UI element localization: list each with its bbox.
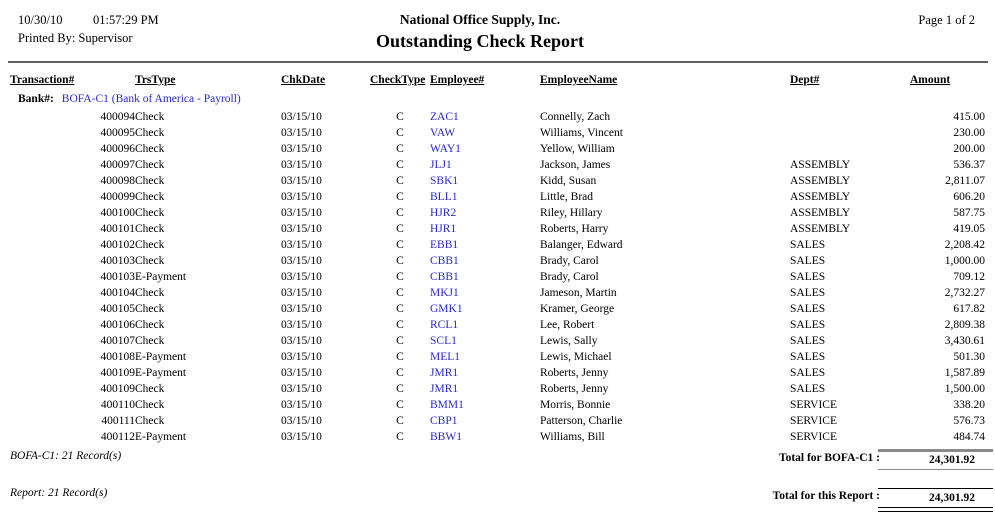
col-header-employee-num: Employee# — [430, 74, 485, 86]
cell-amount: 230.00 — [953, 127, 985, 139]
cell-dept: ASSEMBLY — [790, 223, 851, 235]
bank-link[interactable]: BOFA-C1 (Bank of America - Payroll) — [61, 93, 241, 105]
cell-employee-name: Roberts, Harry — [540, 223, 609, 235]
employee-num-link[interactable]: CBB1 — [430, 255, 459, 267]
cell-chkdate: 03/15/10 — [281, 127, 322, 139]
cell-checktype: C — [396, 351, 404, 363]
cell-dept: SALES — [790, 383, 826, 395]
cell-transaction: 400109 — [100, 383, 135, 395]
cell-employee-name: Riley, Hillary — [540, 207, 603, 219]
employee-num-link[interactable]: BBW1 — [430, 431, 462, 443]
cell-employee-name: Lewis, Michael — [540, 351, 612, 363]
cell-amount: 2,208.42 — [944, 239, 985, 251]
table-row — [10, 334, 985, 350]
cell-amount: 2,732.27 — [944, 287, 985, 299]
cell-checktype: C — [396, 127, 404, 139]
table-row — [10, 350, 985, 366]
report-total-amount: 24,301.92 — [929, 492, 975, 504]
double-rule — [878, 507, 993, 512]
report-header-center — [275, 12, 685, 52]
cell-trstype: Check — [135, 191, 165, 203]
cell-trstype: Check — [135, 223, 165, 235]
cell-transaction: 400104 — [100, 287, 135, 299]
bank-record-count: BOFA-C1: 21 Record(s) — [10, 450, 122, 462]
cell-dept: SALES — [790, 239, 826, 251]
cell-checktype: C — [396, 431, 404, 443]
cell-trstype: Check — [135, 415, 165, 427]
cell-amount: 1,500.00 — [944, 383, 985, 395]
cell-trstype: Check — [135, 239, 165, 251]
cell-checktype: C — [396, 255, 404, 267]
table-row — [10, 190, 985, 206]
cell-transaction: 400095 — [100, 127, 135, 139]
col-header-transaction: Transaction# — [10, 74, 75, 86]
cell-transaction: 400108 — [100, 351, 135, 363]
cell-chkdate: 03/15/10 — [281, 239, 322, 251]
table-row — [10, 270, 985, 286]
cell-dept: ASSEMBLY — [790, 207, 851, 219]
cell-trstype: Check — [135, 207, 165, 219]
cell-checktype: C — [396, 191, 404, 203]
cell-trstype: E-Payment — [135, 367, 187, 379]
cell-dept: SALES — [790, 367, 826, 379]
cell-chkdate: 03/15/10 — [281, 399, 322, 411]
cell-employee-name: Williams, Vincent — [540, 127, 623, 139]
cell-amount: 587.75 — [953, 207, 985, 219]
column-header-row — [10, 73, 985, 92]
cell-checktype: C — [396, 335, 404, 347]
employee-num-link[interactable]: JMR1 — [430, 383, 459, 395]
header-divider — [8, 61, 988, 63]
employee-num-link[interactable]: CBP1 — [430, 415, 458, 427]
cell-trstype: Check — [135, 127, 165, 139]
cell-amount: 617.82 — [953, 303, 985, 315]
employee-num-link[interactable]: BMM1 — [430, 399, 464, 411]
table-row — [10, 206, 985, 222]
cell-trstype: Check — [135, 143, 165, 155]
table-row — [10, 158, 985, 174]
col-header-amount: Amount — [910, 74, 951, 86]
table-row — [10, 174, 985, 190]
bank-total-amount: 24,301.92 — [929, 454, 975, 466]
cell-checktype: C — [396, 143, 404, 155]
cell-transaction: 400103 — [100, 255, 135, 267]
cell-transaction: 400102 — [100, 239, 135, 251]
cell-dept — [790, 126, 910, 142]
cell-employee-name: Patterson, Charlie — [540, 415, 623, 427]
cell-dept: SERVICE — [790, 399, 837, 411]
cell-chkdate: 03/15/10 — [281, 207, 322, 219]
cell-trstype: Check — [135, 159, 165, 171]
print-date: 10/30/10 — [18, 13, 63, 27]
cell-dept: ASSEMBLY — [790, 191, 851, 203]
cell-dept: SALES — [790, 351, 826, 363]
cell-amount: 501.30 — [953, 351, 985, 363]
employee-num-link[interactable]: VAW — [430, 127, 456, 139]
cell-checktype: C — [396, 287, 404, 299]
cell-trstype: Check — [135, 335, 165, 347]
cell-amount: 484.74 — [953, 431, 985, 443]
cell-chkdate: 03/15/10 — [281, 351, 322, 363]
cell-employee-name: Morris, Bonnie — [540, 399, 611, 411]
cell-trstype: Check — [135, 175, 165, 187]
cell-employee-name: Kramer, George — [540, 303, 615, 315]
cell-employee-name: Kidd, Susan — [540, 175, 597, 187]
cell-employee-name: Brady, Carol — [540, 271, 599, 283]
company-name: National Office Supply, Inc. — [399, 12, 561, 27]
cell-checktype: C — [396, 111, 404, 123]
cell-transaction: 400109 — [100, 367, 135, 379]
employee-num-link[interactable]: ZAC1 — [430, 111, 459, 123]
report-total-amount-box — [878, 488, 993, 512]
table-row — [10, 366, 985, 382]
cell-chkdate: 03/15/10 — [281, 191, 322, 203]
cell-employee-name: Yellow, William — [540, 143, 615, 155]
cell-employee-name: Balanger, Edward — [540, 239, 623, 251]
cell-chkdate: 03/15/10 — [281, 271, 322, 283]
bank-label: Bank#: — [18, 93, 54, 105]
cell-transaction: 400112 — [100, 431, 135, 443]
cell-employee-name: Lewis, Sally — [540, 335, 598, 347]
cell-dept: SALES — [790, 271, 826, 283]
cell-dept: ASSEMBLY — [790, 175, 851, 187]
cell-chkdate: 03/15/10 — [281, 111, 322, 123]
cell-amount: 2,809.38 — [944, 319, 985, 331]
employee-num-link[interactable]: EBB1 — [430, 239, 459, 251]
table-row — [10, 398, 985, 414]
cell-trstype: E-Payment — [135, 431, 187, 443]
cell-dept: SALES — [790, 303, 826, 315]
cell-amount: 338.20 — [953, 399, 985, 411]
cell-transaction: 400105 — [100, 303, 135, 315]
cell-employee-name: Connelly, Zach — [540, 111, 611, 123]
table-row — [10, 414, 985, 430]
cell-chkdate: 03/15/10 — [281, 143, 322, 155]
check-table — [10, 73, 985, 446]
bank-total-amount-box — [878, 449, 993, 470]
cell-chkdate: 03/15/10 — [281, 287, 322, 299]
cell-checktype: C — [396, 383, 404, 395]
cell-chkdate: 03/15/10 — [281, 431, 322, 443]
print-time: 01:57:29 PM — [93, 13, 159, 27]
cell-employee-name: Jackson, James — [540, 159, 611, 171]
cell-dept: SERVICE — [790, 415, 837, 427]
cell-employee-name: Roberts, Jenny — [540, 367, 609, 379]
employee-num-link[interactable]: RCL1 — [430, 319, 459, 331]
col-header-chkdate: ChkDate — [281, 74, 326, 86]
cell-trstype: Check — [135, 399, 165, 411]
employee-num-link[interactable]: JMR1 — [430, 367, 459, 379]
cell-dept: SALES — [790, 255, 826, 267]
printed-by-value: Supervisor — [78, 31, 133, 45]
table-row — [10, 430, 985, 446]
table-row — [10, 110, 985, 126]
cell-amount: 1,000.00 — [944, 255, 985, 267]
employee-num-link[interactable]: MEL1 — [430, 351, 461, 363]
col-header-trstype: TrsType — [135, 74, 176, 86]
cell-chkdate: 03/15/10 — [281, 175, 322, 187]
cell-checktype: C — [396, 207, 404, 219]
cell-trstype: Check — [135, 255, 165, 267]
report-record-count: Report: 21 Record(s) — [10, 487, 108, 499]
cell-transaction: 400098 — [100, 175, 135, 187]
cell-employee-name: Jameson, Martin — [540, 287, 617, 299]
table-row — [10, 238, 985, 254]
cell-transaction: 400101 — [100, 223, 135, 235]
employee-num-link[interactable]: JLJ1 — [430, 159, 452, 171]
cell-employee-name: Williams, Bill — [540, 431, 605, 443]
cell-employee-name: Roberts, Jenny — [540, 383, 609, 395]
cell-dept — [790, 110, 910, 126]
cell-amount: 200.00 — [953, 143, 985, 155]
cell-amount: 3,430.61 — [944, 335, 985, 347]
cell-amount: 606.20 — [953, 191, 985, 203]
employee-num-link[interactable]: MKJ1 — [430, 287, 459, 299]
cell-transaction: 400100 — [100, 207, 135, 219]
cell-checktype: C — [396, 415, 404, 427]
cell-trstype: E-Payment — [135, 351, 187, 363]
cell-employee-name: Lee, Robert — [540, 319, 595, 331]
report-total-label: Total for this Report : — [772, 490, 880, 502]
page-indicator: Page 1 of 2 — [918, 13, 975, 27]
cell-chkdate: 03/15/10 — [281, 255, 322, 267]
cell-dept: SALES — [790, 287, 826, 299]
cell-checktype: C — [396, 159, 404, 171]
table-row — [10, 302, 985, 318]
table-row — [10, 222, 985, 238]
cell-dept — [790, 142, 910, 158]
employee-num-link[interactable]: SBK1 — [430, 175, 459, 187]
cell-transaction: 400110 — [100, 399, 135, 411]
cell-amount: 2,811.07 — [945, 175, 985, 187]
employee-num-link[interactable]: SCL1 — [430, 335, 457, 347]
cell-checktype: C — [396, 303, 404, 315]
col-header-dept: Dept# — [790, 74, 820, 86]
report-title: Outstanding Check Report — [375, 31, 585, 51]
cell-chkdate: 03/15/10 — [281, 415, 322, 427]
cell-dept: SALES — [790, 335, 826, 347]
cell-chkdate: 03/15/10 — [281, 319, 322, 331]
cell-transaction: 400103 — [100, 271, 135, 283]
cell-checktype: C — [396, 223, 404, 235]
cell-employee-name: Brady, Carol — [540, 255, 599, 267]
cell-chkdate: 03/15/10 — [281, 159, 322, 171]
cell-chkdate: 03/15/10 — [281, 335, 322, 347]
col-header-checktype: CheckType — [370, 74, 426, 86]
employee-num-link[interactable]: BLL1 — [430, 191, 458, 203]
cell-transaction: 400106 — [100, 319, 135, 331]
cell-transaction: 400099 — [100, 191, 135, 203]
table-row — [10, 286, 985, 302]
cell-trstype: Check — [135, 383, 165, 395]
cell-trstype: Check — [135, 287, 165, 299]
employee-num-link[interactable]: CBB1 — [430, 271, 459, 283]
employee-num-link[interactable]: HJR1 — [430, 223, 457, 235]
cell-dept: SALES — [790, 319, 826, 331]
cell-chkdate: 03/15/10 — [281, 223, 322, 235]
table-row — [10, 126, 985, 142]
table-row — [10, 254, 985, 270]
bank-group-row — [10, 92, 985, 110]
cell-trstype: E-Payment — [135, 271, 187, 283]
cell-transaction: 400096 — [100, 143, 135, 155]
cell-trstype: Check — [135, 111, 165, 123]
cell-amount: 536.37 — [953, 159, 985, 171]
cell-checktype: C — [396, 271, 404, 283]
cell-trstype: Check — [135, 303, 165, 315]
cell-amount: 1,587.89 — [944, 367, 985, 379]
cell-checktype: C — [396, 319, 404, 331]
cell-dept: ASSEMBLY — [790, 159, 851, 171]
table-row — [10, 318, 985, 334]
cell-trstype: Check — [135, 319, 165, 331]
cell-checktype: C — [396, 175, 404, 187]
cell-transaction: 400097 — [100, 159, 135, 171]
cell-chkdate: 03/15/10 — [281, 367, 322, 379]
cell-transaction: 400107 — [100, 335, 135, 347]
cell-dept: SERVICE — [790, 431, 837, 443]
cell-amount: 419.05 — [953, 223, 985, 235]
cell-amount: 709.12 — [953, 271, 985, 283]
cell-transaction: 400111 — [101, 415, 135, 427]
cell-checktype: C — [396, 367, 404, 379]
cell-employee-name: Little, Brad — [540, 191, 594, 203]
cell-chkdate: 03/15/10 — [281, 303, 322, 315]
table-row — [10, 382, 985, 398]
employee-num-link[interactable]: HJR2 — [430, 207, 457, 219]
cell-transaction: 400094 — [100, 111, 135, 123]
col-header-employee-name: EmployeeName — [540, 74, 618, 86]
employee-num-link[interactable]: WAY1 — [430, 143, 461, 155]
bank-total-label: Total for BOFA-C1 : — [778, 452, 880, 464]
cell-checktype: C — [396, 239, 404, 251]
cell-checktype: C — [396, 399, 404, 411]
cell-chkdate: 03/15/10 — [281, 383, 322, 395]
printed-by-label: Printed By: — [18, 31, 76, 45]
cell-amount: 576.73 — [953, 415, 985, 427]
employee-num-link[interactable]: GMK1 — [430, 303, 463, 315]
table-row — [10, 142, 985, 158]
printed-by-line — [18, 31, 133, 46]
cell-amount: 415.00 — [953, 111, 985, 123]
